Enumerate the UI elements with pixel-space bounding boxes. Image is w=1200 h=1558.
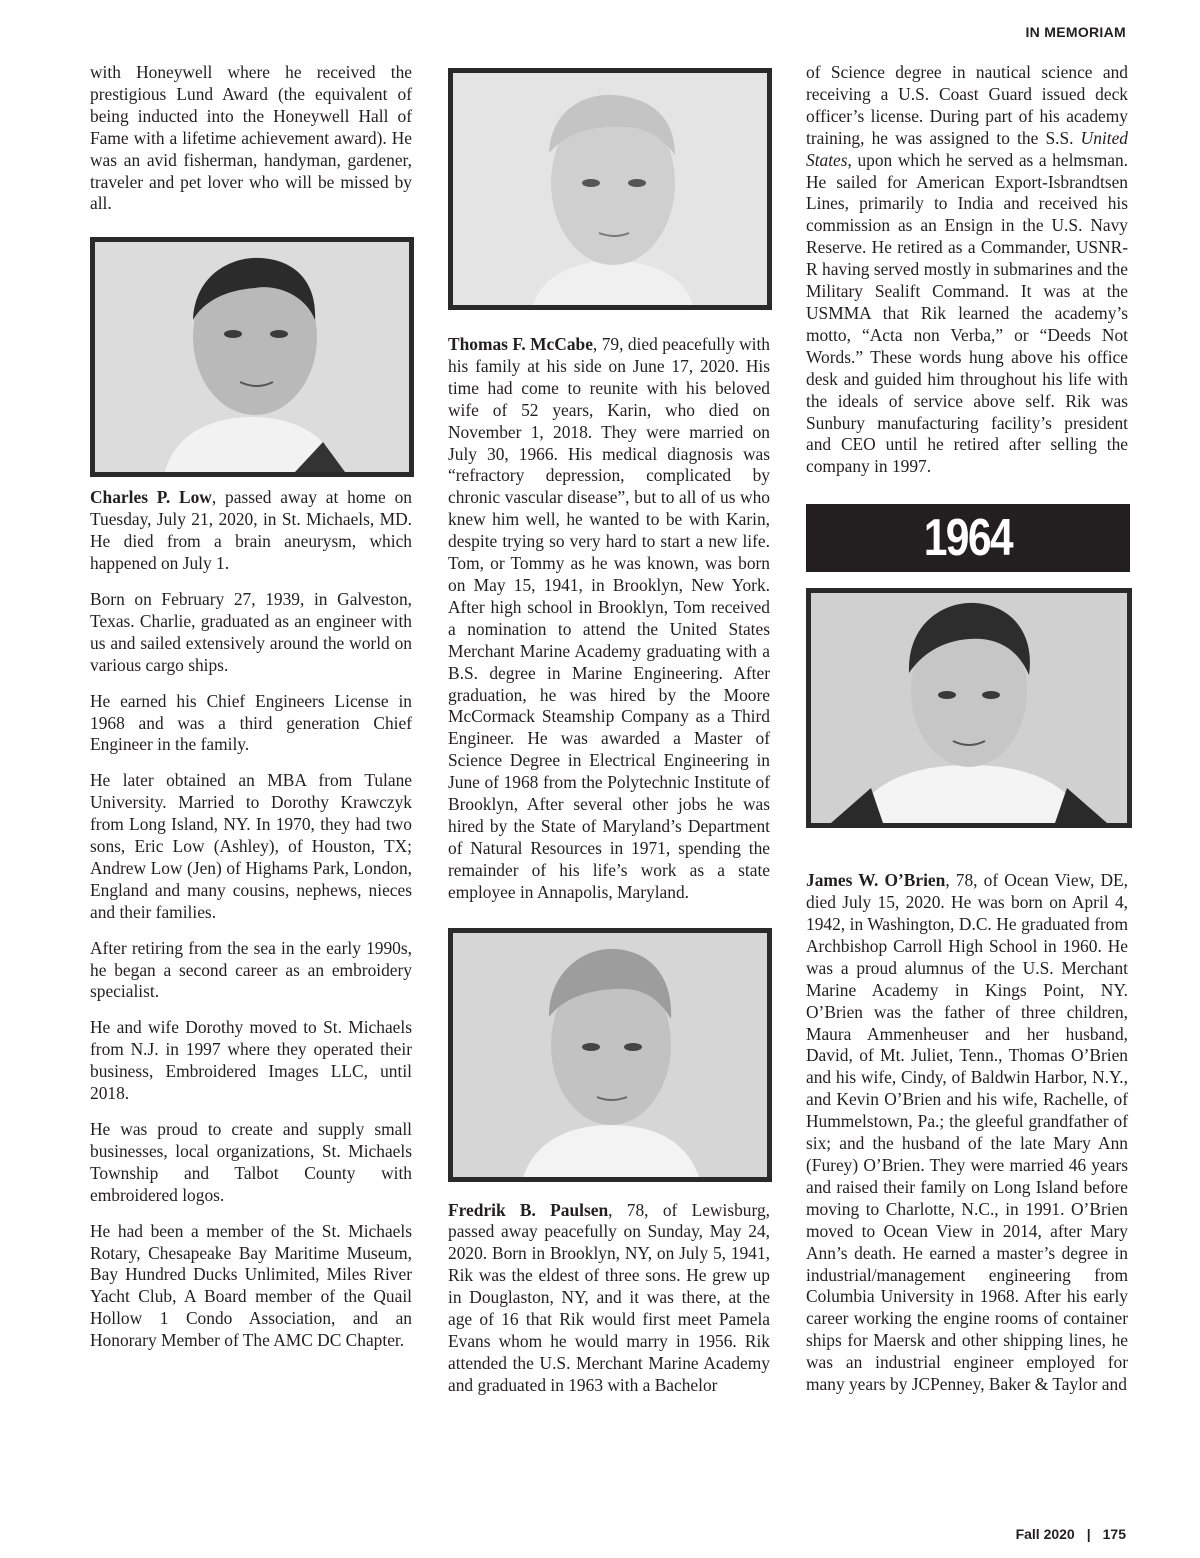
obituary-paragraph: He and wife Dorothy moved to St. Michaels from N.J. in 1997 where they operated their business, Embroidered Images LLC, until 2018. bbox=[90, 1017, 412, 1104]
obituary-text: , upon which he served as a helmsman. He sailed for American Export-Isbrandtsen Lines, primarily to India and received his commission as an Ensign in the U.S. Navy Reserve. He retired as a Commander, USNR-R having served mostly in submarines and the Military Sealift Command. It was at the USMMA that Rik learned the academy’s motto, “Acta non Verba,” or “Deeds Not Words.” These words hung above his office desk and guided him throughout his life with the ideals of service above self. Rik was Sunbury manufacturing facility’s president and CEO until he retired after selling the company in 1997. bbox=[806, 149, 1128, 477]
obituary-text: , 78, of Ocean View, DE, died July 15, 2020. He was born on April 4, 1942, in Washington, D.C. He graduated from Archbishop Carroll High School in 1960. He was a proud alumnus of the U.S. Merchant Marine Academy in Kings Point, NY. O’Brien was the father of three children, Maura Ammenheuser and her husband, David, of Mt. Juliet, Tenn., Thomas O’Brien and his wife, Cindy, of Baldwin Harbor, N.Y., and Kevin O’Brien and his wife, Rachelle, of Hummelstown, Pa.; the gleeful grandfather of six; and the husband of the late Mary Ann (Furey) O’Brien. They were married 46 years and raised their family on Long Island before moving to Charlotte, N.C., in 1991. O’Brien moved to Ocean View in 2014, after Mary Ann’s death. He earned a master’s degree in industrial/management engineering from Columbia University in 1968. After his early career working the engine rooms of container ships for Maersk and other shipping lines, he was an industrial engineer employed for many years by JCPenney, Baker & Taylor and bbox=[806, 870, 1128, 1395]
obituary-paragraph: He had been a member of the St. Michaels Rotary, Chesapeake Bay Maritime Museum, Bay Hundred Ducks Unlimited, Miles River Yacht Club, A Board member of the Quail Hollow 1 Condo Association, and an Honorary Member of The AMC DC Chapter. bbox=[90, 1220, 412, 1351]
portrait-charles-low bbox=[90, 237, 414, 477]
obituary-paragraph: Born on February 27, 1939, in Galveston, Texas. Charlie, graduated as an engineer with us and sailed extensively around the world on various cargo ships. bbox=[90, 588, 412, 675]
portrait-silhouette-icon bbox=[811, 593, 1127, 823]
class-year-label: 1964 bbox=[923, 509, 1013, 568]
honeywell-intro-text: with Honeywell where he received the prestigious Lund Award (the equivalent of being inducted into the Honeywell Hall of Fame with a lifetime achievement award). He was an avid fisherman, handyman, gardener, traveler and pet lover who will be missed by all. bbox=[90, 62, 412, 214]
portrait-james-obrien bbox=[806, 588, 1132, 828]
obituary-paragraph: After retiring from the sea in the early 1990s, he began a second career as an embroidery specialist. bbox=[90, 937, 412, 1002]
obituary-thomas-mccabe bbox=[448, 334, 770, 904]
obituary-name: Fredrik B. Paulsen bbox=[448, 1199, 609, 1220]
obituary-text: of Science degree in nautical science and receiving a U.S. Coast Guard issued deck officer’s license. During part of his academy training, he was assigned to the S.S. bbox=[806, 62, 1128, 148]
obituary-text: , passed away at home on Tuesday, July 21, 2020, in St. Michaels, MD. He died from a brain aneurysm, which happened on July 1. bbox=[90, 487, 412, 574]
column-3 bbox=[806, 62, 1128, 1410]
page-number: 175 bbox=[1102, 1526, 1126, 1542]
portrait-fredrik-paulsen bbox=[448, 928, 772, 1182]
column-1 bbox=[90, 62, 412, 1366]
column-2 bbox=[448, 68, 770, 1411]
obituary-text: , 78, of Lewisburg, passed away peacefully on Sunday, May 24, 2020. Born in Brooklyn, NY, on July 5, 1941, Rik was the eldest of three sons. He grew up in Douglaston, NY, and it was there, at the age of 16 that Rik would first meet Pamela Evans whom he would marry in 1956. Rik attended the U.S. Merchant Marine Academy and graduated in 1963 with a Bachelor bbox=[448, 1199, 771, 1395]
obituary-paragraph: He earned his Chief Engineers License in 1968 and was a third generation Chief Engineer in the family. bbox=[90, 690, 412, 755]
portrait-thomas-mccabe bbox=[448, 68, 772, 310]
section-header: IN MEMORIAM bbox=[1025, 24, 1126, 40]
obituary-charles-low-lead bbox=[90, 487, 412, 575]
obituary-paulsen-continued bbox=[806, 62, 1128, 478]
portrait-silhouette-icon bbox=[453, 73, 767, 305]
portrait-silhouette-icon bbox=[453, 933, 767, 1177]
ship-name: United States bbox=[806, 127, 1128, 170]
obituary-text: , 79, died peacefully with his family at his side on June 17, 2020. His time had come to reunite with his beloved wife of 52 years, Karin, who died on November 1, 2018. They were married on July 30, 1966. His medical diagnosis was “refractory depression, complicated by chronic vascular disease”, but to all of us who knew him well, he wanted to be with Karin, despite trying so very hard to start a new life. Tom, or Tommy as he was known, was born on May 15, 1941, in Brooklyn, New York. After high school in Brooklyn, Tom received a nomination to attend the United States Merchant Marine Academy graduating with a B.S. degree in Marine Engineering. After graduation, he was hired by the Moore McCormack Steamship Company as a Third Engineer. He was awarded a Master of Science Degree in Electrical Engineering in June of 1968 from the Polytechnic Institute of Brooklyn, After several other jobs he was hired by the State of Maryland’s Department of Natural Resources in 1971, spending the remainder of his life’s work as a state employee in Annapolis, Maryland. bbox=[448, 334, 770, 902]
page-footer bbox=[1016, 1526, 1126, 1542]
obituary-name: James W. O’Brien bbox=[806, 870, 946, 891]
obituary-paragraph: He later obtained an MBA from Tulane University. Married to Dorothy Krawczyk from Long Island, NY. In 1970, they had two sons, Eric Low (Ashley), of Houston, TX; Andrew Low (Jen) of Highams Park, London, England and many cousins, nephews, nieces and their families. bbox=[90, 770, 412, 922]
class-year-banner bbox=[806, 504, 1130, 572]
obituary-james-obrien bbox=[806, 870, 1128, 1396]
portrait-silhouette-icon bbox=[95, 242, 409, 472]
obituary-paragraph: He was proud to create and supply small businesses, local organizations, St. Michaels Township and Talbot County with embroidered logos. bbox=[90, 1119, 412, 1205]
obituary-fredrik-paulsen bbox=[448, 1200, 770, 1397]
obituary-name: Charles P. Low bbox=[90, 487, 212, 508]
obituary-name: Thomas F. McCabe bbox=[448, 334, 593, 354]
issue-label: Fall 2020 bbox=[1015, 1526, 1075, 1542]
footer-separator: | bbox=[1086, 1526, 1091, 1542]
